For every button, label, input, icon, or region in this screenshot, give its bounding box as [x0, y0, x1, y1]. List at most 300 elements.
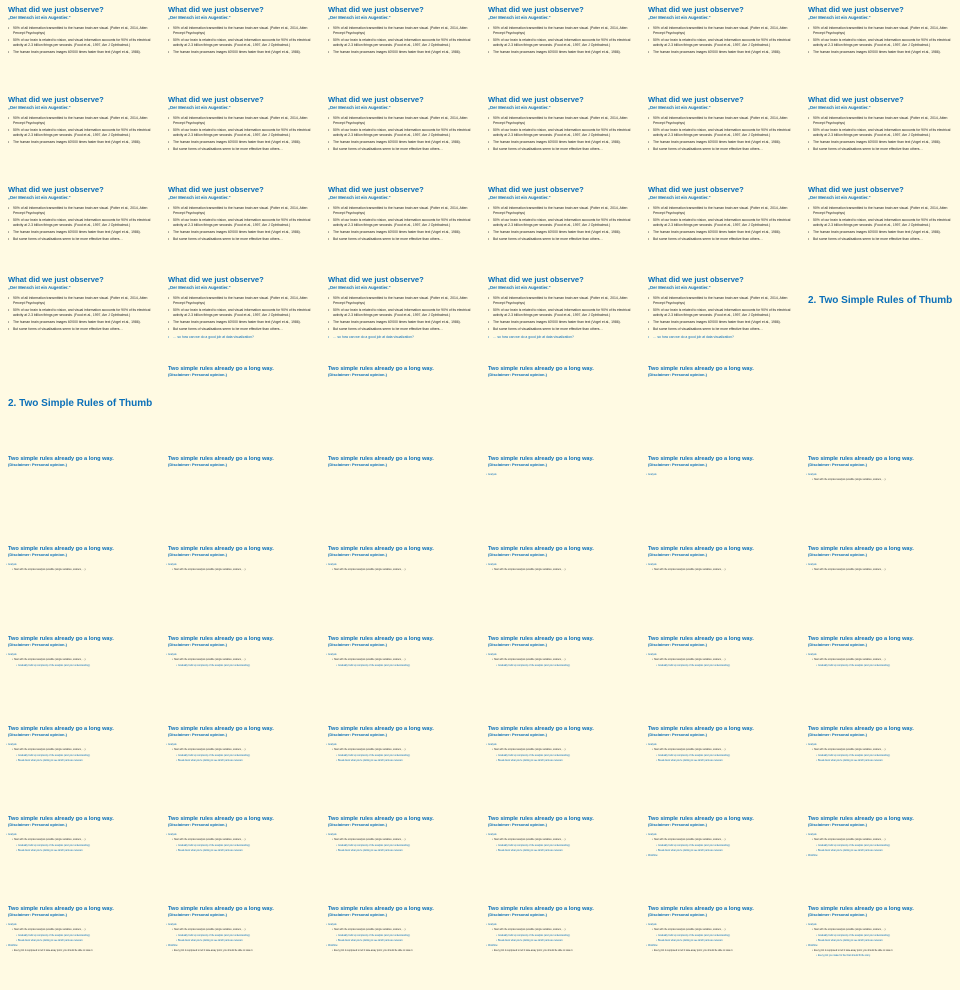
slide-thumbnail[interactable]	[0, 630, 160, 720]
bullet-item: • 90% of all information transmitted to the human brain are visual. (Potter et al., 2014, Atten Percept Psychophys)	[808, 26, 953, 35]
bullet-item: • Analysis	[328, 564, 473, 567]
slide-subtitle: (Disclaimer: Personal opinion.)	[328, 732, 387, 738]
slide-thumbnail[interactable]	[640, 630, 800, 720]
bullet-item: • Every plot is supposed to tell 1 take-away point; you should be able to state it.	[334, 950, 473, 953]
bullet-item: • 50% of our brain is related to vision, and visual information accounts for 90% of its electrical activity at 2-3 billion firings per seconds. (Food et al., 1997, Am J Ophthalmol.)	[168, 308, 313, 317]
bullet-item: • Start with the simplest analysis possible (single variables, scatters, …).	[654, 659, 793, 662]
bullet-item: • Break down what you're plotting to see which parts are relevant.	[658, 850, 793, 853]
slide-subtitle: (Disclaimer: Personal opinion.)	[168, 912, 227, 918]
bullet-item: • Break down what you're plotting to see which parts are relevant.	[498, 760, 633, 763]
bullet-item: • Analysis	[8, 924, 153, 927]
bullet-item: • 90% of all information transmitted to the human brain are visual. (Potter et al., 2014, Atten Percept Psychophys)	[648, 116, 793, 125]
bullet-list	[488, 296, 633, 339]
bullet-item: • But some forms of visualisations seem to be more effective than others…	[488, 147, 633, 151]
slide-thumbnail[interactable]	[480, 630, 640, 720]
bullet-list	[648, 116, 793, 152]
bullet-item: • Start with the simplest analysis possible (single variables, scatters, …).	[174, 929, 313, 932]
bullet-item: • Workflow	[648, 855, 793, 858]
bullet-item: • Gradually build up complexity of the analysis (and your understanding).	[338, 755, 473, 758]
slide-title: Two simple rules already go a long way.	[168, 456, 274, 462]
slide-thumbnail[interactable]	[800, 540, 960, 630]
slide-subtitle: (Disclaimer: Personal opinion.)	[808, 732, 867, 738]
slide-title: Two simple rules already go a long way.	[328, 816, 434, 822]
bullet-item: • Gradually build up complexity of the analysis (and your understanding).	[338, 935, 473, 938]
bullet-item: • Start with the simplest analysis possible (single variables, scatters, …).	[334, 659, 473, 662]
bullet-item: • 50% of our brain is related to vision, and visual information accounts for 90% of its electrical activity at 2-3 billion firings per seconds. (Food et al., 1997, Am J Ophthalmol.)	[328, 218, 473, 227]
slide-title: Two simple rules already go a long way.	[808, 636, 914, 642]
bullet-item: • The human brain processes images 60'000 times faster than text (Vogel et al., 1986).	[488, 50, 633, 54]
bullet-item: • 90% of all information transmitted to the human brain are visual. (Potter et al., 2014, Atten Percept Psychophys)	[328, 26, 473, 35]
bullet-item: • 90% of all information transmitted to the human brain are visual. (Potter et al., 2014, Atten Percept Psychophys)	[808, 116, 953, 125]
slide-thumbnail[interactable]	[480, 360, 640, 450]
bullet-item: • Break down what you're plotting to see which parts are relevant.	[498, 940, 633, 943]
slide-thumbnail[interactable]	[160, 540, 320, 630]
slide-title: What did we just observe?	[328, 5, 424, 14]
slide-thumbnail[interactable]	[640, 360, 800, 450]
bullet-item: • Analysis	[808, 654, 953, 657]
bullet-item: • 90% of all information transmitted to the human brain are visual. (Potter et al., 2014, Atten Percept Psychophys)	[648, 26, 793, 35]
slide-subtitle: „Der Mensch ist ein Augentier."	[648, 105, 711, 111]
bullet-item: • 50% of our brain is related to vision, and visual information accounts for 90% of its electrical activity at 2-3 billion firings per seconds. (Food et al., 1997, Am J Ophthalmol.)	[328, 38, 473, 47]
slide-title: Two simple rules already go a long way.	[328, 366, 434, 372]
bullet-item: • But some forms of visualisations seem to be more effective than others…	[648, 327, 793, 331]
slide-thumbnail[interactable]	[640, 0, 800, 90]
slide-thumbnail[interactable]	[0, 180, 160, 270]
slide-subtitle: (Disclaimer: Personal opinion.)	[168, 372, 227, 378]
slide-thumbnail[interactable]	[160, 90, 320, 180]
bullet-item: • Every plot you make for the final should fit the story.	[818, 955, 953, 958]
slide-title: Two simple rules already go a long way.	[648, 366, 754, 372]
bullet-item: • Start with the simplest analysis possible (single variables, scatters, …).	[174, 839, 313, 842]
bullet-list	[8, 564, 153, 572]
bullet-item: • Break down what you're plotting to see which parts are relevant.	[338, 850, 473, 853]
slide-thumbnail[interactable]	[800, 360, 960, 450]
slide-subtitle: „Der Mensch ist ein Augentier."	[488, 15, 551, 21]
bullet-list	[488, 654, 633, 668]
bullet-item: • The human brain processes images 60'000 times faster than text (Vogel et al., 1986).	[8, 320, 153, 324]
bullet-item: • Gradually build up complexity of the analysis (and your understanding).	[178, 665, 313, 668]
slide-title: What did we just observe?	[8, 95, 104, 104]
bullet-item: • Analysis	[8, 744, 153, 747]
bullet-item: • Workflow	[168, 945, 313, 948]
slide-subtitle: „Der Mensch ist ein Augentier."	[648, 195, 711, 201]
slide-thumbnail[interactable]	[480, 180, 640, 270]
bullet-list	[168, 564, 313, 572]
bullet-item: • The human brain processes images 60'000 times faster than text (Vogel et al., 1986).	[328, 140, 473, 144]
bullet-item: • 90% of all information transmitted to the human brain are visual. (Potter et al., 2014, Atten Percept Psychophys)	[328, 206, 473, 215]
bullet-item: • Start with the simplest analysis possible (single variables, scatters, …).	[174, 569, 313, 572]
bullet-item: • Analysis	[808, 564, 953, 567]
slide-subtitle: (Disclaimer: Personal opinion.)	[808, 642, 867, 648]
bullet-list	[168, 924, 313, 953]
bullet-item: • 90% of all information transmitted to the human brain are visual. (Potter et al., 2014, Atten Percept Psychophys)	[488, 296, 633, 305]
slide-thumbnail[interactable]	[320, 270, 480, 360]
bullet-item: • Start with the simplest analysis possible (single variables, scatters, …).	[654, 749, 793, 752]
bullet-item: • Analysis	[648, 834, 793, 837]
slide-title: What did we just observe?	[488, 95, 584, 104]
bullet-item: • 50% of our brain is related to vision, and visual information accounts for 90% of its electrical activity at 2-3 billion firings per seconds. (Food et al., 1997, Am J Ophthalmol.)	[488, 308, 633, 317]
bullet-item: • Gradually build up complexity of the analysis (and your understanding).	[658, 755, 793, 758]
bullet-item: • Gradually build up complexity of the analysis (and your understanding).	[818, 845, 953, 848]
bullet-list	[8, 296, 153, 332]
slide-thumbnail[interactable]	[160, 0, 320, 90]
slide-subtitle: „Der Mensch ist ein Augentier."	[808, 195, 871, 201]
bullet-item: • But some forms of visualisations seem to be more effective than others…	[8, 237, 153, 241]
bullet-item: • 90% of all information transmitted to the human brain are visual. (Potter et al., 2014, Atten Percept Psychophys)	[168, 26, 313, 35]
slide-thumbnail[interactable]	[320, 810, 480, 900]
bullet-item: • Start with the simplest analysis possible (single variables, scatters, …).	[814, 479, 953, 482]
slide-title: Two simple rules already go a long way.	[488, 906, 594, 912]
slide-title: Two simple rules already go a long way.	[168, 906, 274, 912]
slide-thumbnail[interactable]	[640, 540, 800, 630]
slide-subtitle: „Der Mensch ist ein Augentier."	[8, 15, 71, 21]
slide-subtitle: „Der Mensch ist ein Augentier."	[8, 285, 71, 291]
slide-thumbnail[interactable]	[480, 450, 640, 540]
slide-title: What did we just observe?	[648, 95, 744, 104]
bullet-item: • Break down what you're plotting to see which parts are relevant.	[178, 760, 313, 763]
bullet-item: • Break down what you're plotting to see which parts are relevant.	[18, 760, 153, 763]
slide-thumbnail[interactable]	[320, 450, 480, 540]
bullet-item: • … so how can we do a good job at data visualization?	[168, 335, 313, 339]
slide-thumbnail[interactable]	[0, 0, 160, 90]
bullet-item: • 90% of all information transmitted to the human brain are visual. (Potter et al., 2014, Atten Percept Psychophys)	[488, 206, 633, 215]
bullet-item: • Analysis	[808, 924, 953, 927]
slide-thumbnail[interactable]	[320, 0, 480, 90]
bullet-item: • Gradually build up complexity of the analysis (and your understanding).	[498, 935, 633, 938]
bullet-item: • 50% of our brain is related to vision, and visual information accounts for 90% of its electrical activity at 2-3 billion firings per seconds. (Food et al., 1997, Am J Ophthalmol.)	[168, 218, 313, 227]
bullet-item: • 90% of all information transmitted to the human brain are visual. (Potter et al., 2014, Atten Percept Psychophys)	[8, 296, 153, 305]
bullet-item: • The human brain processes images 60'000 times faster than text (Vogel et al., 1986).	[168, 320, 313, 324]
slide-title: Two simple rules already go a long way.	[808, 906, 914, 912]
slide-thumbnail[interactable]	[480, 90, 640, 180]
bullet-list	[8, 116, 153, 144]
bullet-item: • The human brain processes images 60'000 times faster than text (Vogel et al., 1986).	[808, 230, 953, 234]
slide-thumbnail[interactable]	[640, 180, 800, 270]
slide-title: Two simple rules already go a long way.	[488, 456, 594, 462]
bullet-item: • Gradually build up complexity of the analysis (and your understanding).	[498, 755, 633, 758]
slide-subtitle: (Disclaimer: Personal opinion.)	[648, 642, 707, 648]
bullet-list	[488, 206, 633, 242]
slide-thumbnail[interactable]	[320, 630, 480, 720]
bullet-item: • Start with the simplest analysis possible (single variables, scatters, …).	[654, 569, 793, 572]
slide-title: What did we just observe?	[168, 185, 264, 194]
slide-thumbnail[interactable]	[160, 630, 320, 720]
bullet-item: • Start with the simplest analysis possible (single variables, scatters, …).	[654, 839, 793, 842]
bullet-item: • Start with the simplest analysis possible (single variables, scatters, …).	[14, 839, 153, 842]
slide-thumbnail[interactable]	[0, 900, 160, 990]
slide-title: What did we just observe?	[488, 275, 584, 284]
bullet-list	[168, 834, 313, 853]
bullet-list	[488, 116, 633, 152]
slide-thumbnail[interactable]	[160, 450, 320, 540]
slide-subtitle: (Disclaimer: Personal opinion.)	[328, 552, 387, 558]
bullet-item: • Break down what you're plotting to see which parts are relevant.	[498, 850, 633, 853]
slide-title: Two simple rules already go a long way.	[648, 906, 754, 912]
bullet-list	[8, 744, 153, 763]
bullet-item: • Gradually build up complexity of the analysis (and your understanding).	[178, 755, 313, 758]
bullet-list	[328, 654, 473, 668]
bullet-list	[808, 116, 953, 152]
bullet-item: • 50% of our brain is related to vision, and visual information accounts for 90% of its electrical activity at 2-3 billion firings per seconds. (Food et al., 1997, Am J Ophthalmol.)	[8, 128, 153, 137]
slide-thumbnail[interactable]	[320, 540, 480, 630]
bullet-item: • Break down what you're plotting to see which parts are relevant.	[18, 940, 153, 943]
slide-title: Two simple rules already go a long way.	[648, 546, 754, 552]
slide-subtitle: (Disclaimer: Personal opinion.)	[648, 732, 707, 738]
bullet-list	[648, 26, 793, 54]
bullet-list	[488, 834, 633, 853]
slide-thumbnail[interactable]	[0, 720, 160, 810]
bullet-item: • But some forms of visualisations seem to be more effective than others…	[328, 147, 473, 151]
bullet-list	[168, 206, 313, 242]
slide-title: What did we just observe?	[808, 185, 904, 194]
bullet-item: • Analysis	[8, 834, 153, 837]
slide-title: What did we just observe?	[808, 95, 904, 104]
slide-thumbnail[interactable]	[480, 270, 640, 360]
slide-thumbnail[interactable]	[320, 720, 480, 810]
bullet-item: • 90% of all information transmitted to the human brain are visual. (Potter et al., 2014, Atten Percept Psychophys)	[8, 116, 153, 125]
slide-thumbnail[interactable]	[160, 810, 320, 900]
slide-thumbnail[interactable]	[0, 540, 160, 630]
bullet-item: • Start with the simplest analysis possible (single variables, scatters, …).	[494, 569, 633, 572]
slide-subtitle: (Disclaimer: Personal opinion.)	[488, 462, 547, 468]
slide-thumbnail[interactable]	[640, 270, 800, 360]
slide-subtitle: (Disclaimer: Personal opinion.)	[488, 822, 547, 828]
slide-title: What did we just observe?	[8, 5, 104, 14]
slide-subtitle: (Disclaimer: Personal opinion.)	[808, 822, 867, 828]
bullet-item: • Break down what you're plotting to see which parts are relevant.	[658, 760, 793, 763]
bullet-item: • 50% of our brain is related to vision, and visual information accounts for 90% of its electrical activity at 2-3 billion firings per seconds. (Food et al., 1997, Am J Ophthalmol.)	[648, 218, 793, 227]
slide-title: Two simple rules already go a long way.	[808, 816, 914, 822]
slide-subtitle: (Disclaimer: Personal opinion.)	[648, 462, 707, 468]
slide-thumbnail[interactable]	[0, 90, 160, 180]
slide-thumbnail[interactable]	[800, 270, 960, 360]
slide-thumbnail[interactable]	[480, 810, 640, 900]
bullet-item: • Gradually build up complexity of the analysis (and your understanding).	[818, 665, 953, 668]
bullet-item: • Start with the simplest analysis possible (single variables, scatters, …).	[814, 659, 953, 662]
bullet-item: • Analysis	[168, 744, 313, 747]
slide-subtitle: (Disclaimer: Personal opinion.)	[168, 642, 227, 648]
bullet-item: • 50% of our brain is related to vision, and visual information accounts for 90% of its electrical activity at 2-3 billion firings per seconds. (Food et al., 1997, Am J Ophthalmol.)	[648, 38, 793, 47]
slide-thumbnail[interactable]	[640, 450, 800, 540]
bullet-item: • Start with the simplest analysis possible (single variables, scatters, …).	[14, 749, 153, 752]
bullet-item: • Break down what you're plotting to see which parts are relevant.	[178, 940, 313, 943]
bullet-item: • But some forms of visualisations seem to be more effective than others…	[168, 147, 313, 151]
slide-thumbnail[interactable]	[800, 720, 960, 810]
slide-thumbnail[interactable]	[800, 900, 960, 990]
bullet-item: • Workflow	[488, 945, 633, 948]
slide-thumbnail[interactable]	[640, 810, 800, 900]
slide-thumbnail[interactable]	[800, 630, 960, 720]
slide-thumbnail[interactable]	[640, 720, 800, 810]
bullet-list	[648, 744, 793, 763]
slide-thumbnail[interactable]	[640, 900, 800, 990]
slide-subtitle: „Der Mensch ist ein Augentier."	[168, 285, 231, 291]
slide-thumbnail[interactable]	[800, 450, 960, 540]
bullet-item: • Start with the simplest analysis possible (single variables, scatters, …).	[334, 839, 473, 842]
bullet-list	[808, 26, 953, 54]
bullet-list	[168, 296, 313, 339]
bullet-item: • Start with the simplest analysis possible (single variables, scatters, …).	[814, 749, 953, 752]
slide-thumbnail[interactable]	[480, 0, 640, 90]
bullet-item: • Analysis	[648, 924, 793, 927]
bullet-item: • Break down what you're plotting to see which parts are relevant.	[818, 850, 953, 853]
slide-thumbnail[interactable]	[0, 360, 160, 450]
bullet-item: • Workflow	[808, 945, 953, 948]
slide-thumbnail[interactable]	[800, 0, 960, 90]
slide-thumbnail[interactable]	[480, 720, 640, 810]
bullet-item: • 50% of our brain is related to vision, and visual information accounts for 90% of its electrical activity at 2-3 billion firings per seconds. (Food et al., 1997, Am J Ophthalmol.)	[808, 218, 953, 227]
bullet-list	[808, 924, 953, 958]
bullet-item: • 90% of all information transmitted to the human brain are visual. (Potter et al., 2014, Atten Percept Psychophys)	[8, 26, 153, 35]
bullet-item: • Break down what you're plotting to see which parts are relevant.	[18, 850, 153, 853]
slide-subtitle: (Disclaimer: Personal opinion.)	[808, 462, 867, 468]
bullet-item: • 50% of our brain is related to vision, and visual information accounts for 90% of its electrical activity at 2-3 billion firings per seconds. (Food et al., 1997, Am J Ophthalmol.)	[808, 38, 953, 47]
bullet-item: • 50% of our brain is related to vision, and visual information accounts for 90% of its electrical activity at 2-3 billion firings per seconds. (Food et al., 1997, Am J Ophthalmol.)	[488, 38, 633, 47]
bullet-list	[648, 654, 793, 668]
slide-subtitle: „Der Mensch ist ein Augentier."	[168, 105, 231, 111]
bullet-item: • Gradually build up complexity of the analysis (and your understanding).	[178, 845, 313, 848]
slide-thumbnail[interactable]	[160, 180, 320, 270]
slide-thumbnail[interactable]	[160, 360, 320, 450]
slide-thumbnail[interactable]	[0, 450, 160, 540]
bullet-item: • Analysis	[488, 924, 633, 927]
bullet-list	[488, 474, 633, 477]
bullet-item: • Gradually build up complexity of the analysis (and your understanding).	[498, 845, 633, 848]
bullet-list	[808, 744, 953, 763]
slide-subtitle: (Disclaimer: Personal opinion.)	[168, 552, 227, 558]
slide-subtitle: (Disclaimer: Personal opinion.)	[648, 372, 707, 378]
slide-title: What did we just observe?	[808, 5, 904, 14]
bullet-item: • The human brain processes images 60'000 times faster than text (Vogel et al., 1986).	[8, 230, 153, 234]
bullet-item: • 50% of our brain is related to vision, and visual information accounts for 90% of its electrical activity at 2-3 billion firings per seconds. (Food et al., 1997, Am J Ophthalmol.)	[808, 128, 953, 137]
bullet-list	[648, 924, 793, 953]
bullet-item: • 50% of our brain is related to vision, and visual information accounts for 90% of its electrical activity at 2-3 billion firings per seconds. (Food et al., 1997, Am J Ophthalmol.)	[648, 308, 793, 317]
slide-title: Two simple rules already go a long way.	[168, 726, 274, 732]
bullet-item: • The human brain processes images 60'000 times faster than text (Vogel et al., 1986).	[648, 230, 793, 234]
bullet-list	[168, 744, 313, 763]
bullet-item: • 50% of our brain is related to vision, and visual information accounts for 90% of its electrical activity at 2-3 billion firings per seconds. (Food et al., 1997, Am J Ophthalmol.)	[488, 128, 633, 137]
slide-subtitle: (Disclaimer: Personal opinion.)	[488, 732, 547, 738]
bullet-item: • Workflow	[648, 945, 793, 948]
bullet-item: • Analysis	[648, 564, 793, 567]
slide-thumbnail[interactable]	[320, 360, 480, 450]
bullet-item: • Start with the simplest analysis possible (single variables, scatters, …).	[494, 749, 633, 752]
bullet-item: • But some forms of visualisations seem to be more effective than others…	[808, 147, 953, 151]
slide-title: Two simple rules already go a long way.	[648, 816, 754, 822]
bullet-item: • The human brain processes images 60'000 times faster than text (Vogel et al., 1986).	[488, 230, 633, 234]
slide-thumbnail[interactable]	[0, 810, 160, 900]
slide-thumbnail[interactable]	[320, 90, 480, 180]
slide-thumbnail[interactable]	[480, 900, 640, 990]
slide-title: What did we just observe?	[648, 5, 744, 14]
slide-thumbnail[interactable]	[320, 180, 480, 270]
slide-title: Two simple rules already go a long way.	[8, 636, 114, 642]
bullet-item: • Start with the simplest analysis possible (single variables, scatters, …).	[814, 569, 953, 572]
bullet-item: • Gradually build up complexity of the analysis (and your understanding).	[658, 845, 793, 848]
bullet-item: • 90% of all information transmitted to the human brain are visual. (Potter et al., 2014, Atten Percept Psychophys)	[488, 26, 633, 35]
slide-subtitle: (Disclaimer: Personal opinion.)	[8, 732, 67, 738]
bullet-item: • Analysis	[168, 924, 313, 927]
slide-subtitle: „Der Mensch ist ein Augentier."	[8, 195, 71, 201]
slide-thumbnail[interactable]	[480, 540, 640, 630]
bullet-list	[8, 654, 153, 668]
bullet-item: • 90% of all information transmitted to the human brain are visual. (Potter et al., 2014, Atten Percept Psychophys)	[8, 206, 153, 215]
bullet-item: • … so how can we do a good job at data visualization?	[328, 335, 473, 339]
bullet-item: • Gradually build up complexity of the analysis (and your understanding).	[338, 665, 473, 668]
slide-title: Two simple rules already go a long way.	[8, 456, 114, 462]
slide-subtitle: „Der Mensch ist ein Augentier."	[648, 285, 711, 291]
bullet-item: • The human brain processes images 60'000 times faster than text (Vogel et al., 1986).	[488, 140, 633, 144]
bullet-list	[328, 564, 473, 572]
slide-thumbnail[interactable]	[160, 720, 320, 810]
bullet-item: • 50% of our brain is related to vision, and visual information accounts for 90% of its electrical activity at 2-3 billion firings per seconds. (Food et al., 1997, Am J Ophthalmol.)	[328, 128, 473, 137]
bullet-item: • Gradually build up complexity of the analysis (and your understanding).	[18, 845, 153, 848]
bullet-item: • Start with the simplest analysis possible (single variables, scatters, …).	[14, 659, 153, 662]
slide-title: Two simple rules already go a long way.	[488, 636, 594, 642]
slide-title: Two simple rules already go a long way.	[808, 726, 914, 732]
bullet-list	[168, 116, 313, 152]
slide-thumbnail[interactable]	[640, 90, 800, 180]
slide-title: Two simple rules already go a long way.	[328, 546, 434, 552]
bullet-item: • Start with the simplest analysis possible (single variables, scatters, …).	[494, 839, 633, 842]
bullet-item: • Analysis	[328, 744, 473, 747]
slide-subtitle: (Disclaimer: Personal opinion.)	[648, 822, 707, 828]
bullet-item: • Analysis	[168, 564, 313, 567]
slide-subtitle: (Disclaimer: Personal opinion.)	[8, 552, 67, 558]
bullet-item: • 90% of all information transmitted to the human brain are visual. (Potter et al., 2014, Atten Percept Psychophys)	[808, 206, 953, 215]
slide-subtitle: (Disclaimer: Personal opinion.)	[8, 912, 67, 918]
slide-title: Two simple rules already go a long way.	[168, 546, 274, 552]
bullet-item: • But some forms of visualisations seem to be more effective than others…	[648, 147, 793, 151]
bullet-item: • Start with the simplest analysis possible (single variables, scatters, …).	[14, 569, 153, 572]
bullet-item: • 50% of our brain is related to vision, and visual information accounts for 90% of its electrical activity at 2-3 billion firings per seconds. (Food et al., 1997, Am J Ophthalmol.)	[648, 128, 793, 137]
slide-thumbnail[interactable]	[0, 270, 160, 360]
bullet-list	[488, 924, 633, 953]
slide-title: Two simple rules already go a long way.	[168, 636, 274, 642]
bullet-item: • 90% of all information transmitted to the human brain are visual. (Potter et al., 2014, Atten Percept Psychophys)	[168, 206, 313, 215]
bullet-list	[8, 834, 153, 853]
bullet-item: • 50% of our brain is related to vision, and visual information accounts for 90% of its electrical activity at 2-3 billion firings per seconds. (Food et al., 1997, Am J Ophthalmol.)	[488, 218, 633, 227]
slide-subtitle: (Disclaimer: Personal opinion.)	[648, 552, 707, 558]
slide-thumbnail[interactable]	[800, 90, 960, 180]
slide-thumbnail[interactable]	[160, 270, 320, 360]
bullet-item: • Start with the simplest analysis possible (single variables, scatters, …).	[14, 929, 153, 932]
bullet-item: • Start with the simplest analysis possible (single variables, scatters, …).	[174, 659, 313, 662]
slide-thumbnail[interactable]	[160, 900, 320, 990]
slide-thumbnail[interactable]	[800, 180, 960, 270]
slide-subtitle: „Der Mensch ist ein Augentier."	[328, 195, 391, 201]
bullet-item: • Analysis	[328, 834, 473, 837]
slide-title: Two simple rules already go a long way.	[808, 546, 914, 552]
slide-thumbnail[interactable]	[320, 900, 480, 990]
slide-subtitle: (Disclaimer: Personal opinion.)	[328, 462, 387, 468]
bullet-item: • But some forms of visualisations seem to be more effective than others…	[808, 237, 953, 241]
slide-title: What did we just observe?	[328, 275, 424, 284]
slide-title: Two simple rules already go a long way.	[328, 726, 434, 732]
bullet-item: • Start with the simplest analysis possible (single variables, scatters, …).	[334, 749, 473, 752]
bullet-item: • Gradually build up complexity of the analysis (and your understanding).	[178, 935, 313, 938]
slide-subtitle: „Der Mensch ist ein Augentier."	[488, 285, 551, 291]
bullet-item: • 90% of all information transmitted to the human brain are visual. (Potter et al., 2014, Atten Percept Psychophys)	[328, 296, 473, 305]
bullet-list	[488, 744, 633, 763]
slide-thumbnail[interactable]	[800, 810, 960, 900]
slide-title: Two simple rules already go a long way.	[8, 726, 114, 732]
bullet-item: • Gradually build up complexity of the analysis (and your understanding).	[818, 935, 953, 938]
bullet-item: • 50% of our brain is related to vision, and visual information accounts for 90% of its electrical activity at 2-3 billion firings per seconds. (Food et al., 1997, Am J Ophthalmol.)	[8, 38, 153, 47]
bullet-item: • Gradually build up complexity of the analysis (and your understanding).	[18, 665, 153, 668]
bullet-item: • Workflow	[328, 945, 473, 948]
bullet-list	[8, 206, 153, 242]
